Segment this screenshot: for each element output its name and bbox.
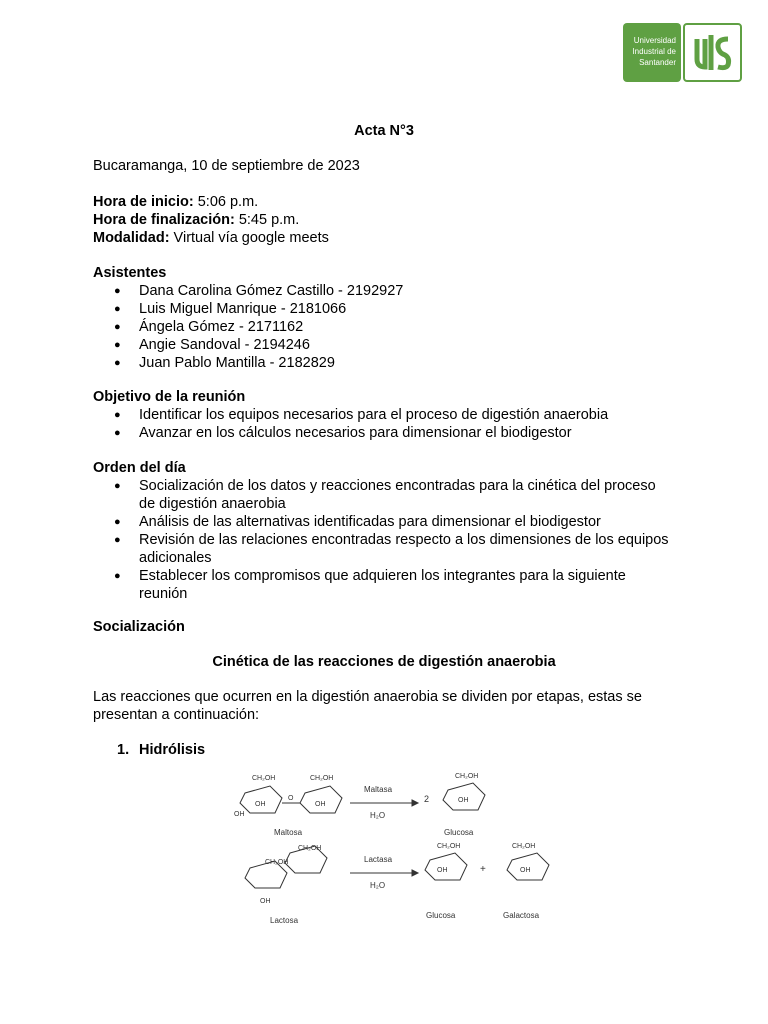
mode-label: Modalidad:: [93, 230, 170, 246]
ch2oh-label: CH₂OH: [252, 775, 276, 782]
document-title: Acta N°3: [354, 123, 414, 139]
list-item: ● Revisión de las relaciones encontradas respecto a los dimensiones de los equipos adicionales: [114, 531, 674, 567]
list-item: ● Establecer los compromisos que adquieren los integrantes para la siguiente reunión: [114, 567, 674, 603]
list-item: ● Ángela Gómez - 2171162: [114, 318, 403, 336]
section-number: 1.: [117, 742, 130, 758]
agenda-list: [114, 477, 674, 603]
oh-label: OH: [315, 801, 326, 808]
objective-list: [114, 406, 608, 442]
agenda-heading: Orden del día: [93, 460, 186, 476]
list-item: ● Análisis de las alternativas identificadas para dimensionar el biodigestor: [114, 513, 674, 531]
logo-line-1: Universidad: [633, 36, 676, 45]
university-logo: [623, 23, 742, 82]
objective-heading: Objetivo de la reunión: [93, 389, 246, 405]
lactase-label: Lactasa: [364, 855, 393, 864]
socialization-heading: Socialización: [93, 619, 185, 635]
list-item: ● Juan Pablo Mantilla - 2182829: [114, 354, 403, 372]
start-time: [93, 193, 258, 211]
mode-value: Virtual vía google meets: [169, 230, 329, 246]
ch2oh-label: CH₂OH: [437, 843, 461, 850]
oh-label: OH: [255, 801, 266, 808]
list-item: ● Socialización de los datos y reacciones encontradas para la cinética del proceso de digestión anaerobia: [114, 477, 674, 513]
maltase-label: Maltasa: [364, 785, 393, 794]
list-item: ● Dana Carolina Gómez Castillo - 2192927: [114, 282, 403, 300]
maltose-ring-2: [300, 786, 342, 813]
list-item: ● Identificar los equipos necesarios para el proceso de digestión anaerobia: [114, 406, 608, 424]
section-hydrolysis-heading: [117, 741, 205, 759]
oh-label: OH: [458, 797, 469, 804]
logo-line-2: Industrial de: [632, 47, 676, 56]
ch2oh-label: CH₂OH: [512, 843, 536, 850]
list-item: ● Luis Miguel Manrique - 2181066: [114, 300, 403, 318]
place-date: Bucaramanga, 10 de septiembre de 2023: [93, 158, 360, 174]
oh-label: OH: [520, 867, 531, 874]
lactose-label: Lactosa: [270, 916, 299, 925]
end-time: [93, 211, 299, 229]
plus-sign: +: [480, 864, 486, 875]
glucose-label: Glucosa: [444, 828, 474, 837]
list-item: ● Avanzar en los cálculos necesarios para dimensionar el biodigestor: [114, 424, 608, 442]
start-time-label: Hora de inicio:: [93, 194, 194, 210]
glucose-label: Glucosa: [426, 911, 456, 920]
maltose-label: Maltosa: [274, 828, 303, 837]
kinetics-title: Cinética de las reacciones de digestión anaerobia: [212, 654, 556, 670]
coefficient-label: 2: [424, 794, 430, 804]
ch2oh-label: CH₂OH: [455, 773, 479, 780]
o-label: O: [288, 795, 294, 802]
end-time-value: 5:45 p.m.: [234, 212, 300, 228]
ch2oh-label: CH₂OH: [310, 775, 334, 782]
logo-text-box: [623, 23, 681, 82]
oh-label: OH: [234, 811, 245, 818]
oh-label: OH: [437, 867, 448, 874]
maltose-ring-1: [240, 786, 282, 813]
galactose-label: Galactosa: [503, 911, 540, 920]
water-label: H₂O: [370, 811, 386, 820]
logo-line-3: Santander: [639, 58, 676, 67]
hydrolysis-reactions-figure: [230, 768, 560, 928]
kinetics-intro: Las reacciones que ocurren en la digestión anaerobia se dividen por etapas, estas se presentan a continuación:: [93, 689, 642, 723]
ch2oh-label: CH₂OH: [298, 845, 322, 852]
uis-emblem-icon: [683, 23, 742, 82]
mode: [93, 229, 329, 247]
start-time-value: 5:06 p.m.: [193, 194, 259, 210]
water-label: H₂O: [370, 881, 386, 890]
ch2oh-label: CH₂OH: [265, 859, 289, 866]
list-item: ● Angie Sandoval - 2194246: [114, 336, 403, 354]
end-time-label: Hora de finalización:: [93, 212, 235, 228]
oh-label: OH: [260, 898, 271, 905]
attendees-list: [114, 282, 403, 372]
section-title: Hidrólisis: [139, 742, 206, 758]
attendees-heading: Asistentes: [93, 265, 167, 281]
